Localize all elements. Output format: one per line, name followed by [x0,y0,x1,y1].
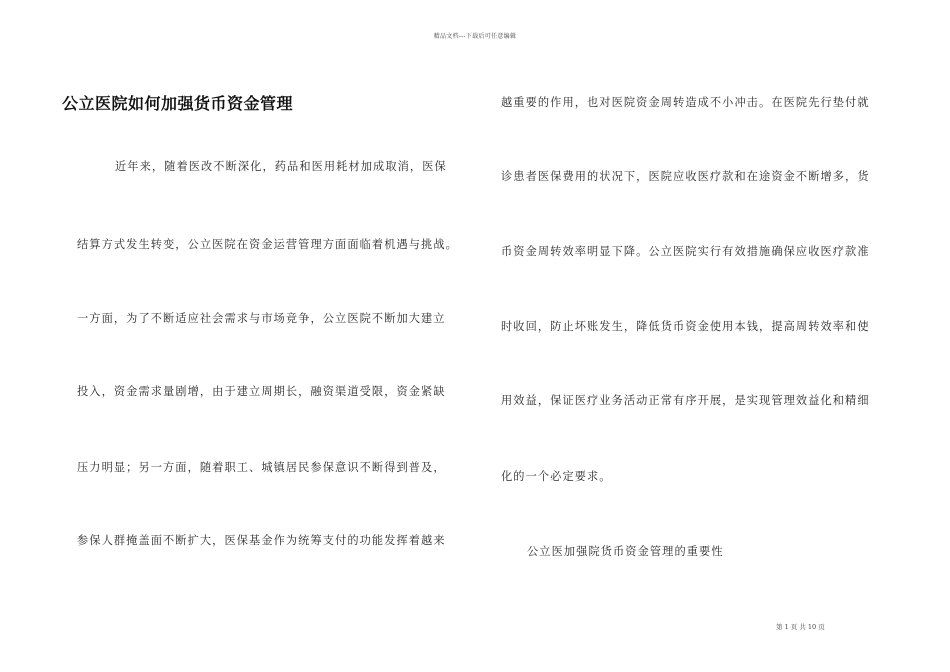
paragraph-line: 时收回，防止坏账发生，降低货币资金使用本钱，提高周转效率和使 [501,320,870,333]
paragraph-line: 一方面，为了不断适应社会需求与市场竞争，公立医院不断加大建立 [77,312,446,325]
paragraph-line: 越重要的作用，也对医院资金周转造成不小冲击。在医院先行垫付就 [501,96,870,109]
paragraph-line: 压力明显；另一方面，随着职工、城镇居民参保意识不断得到普及， [77,461,446,474]
paragraph-line: 用效益，保证医疗业务活动正常有序开展，是实现管理效益化和精细 [501,394,870,407]
paragraph-line: 币资金周转效率明显下降。公立医院实行有效措施确保应收医疗款准 [501,245,870,258]
page-header-note: 精品文档---下载后可任意编辑 [433,33,517,40]
paragraph-line: 结算方式发生转变，公立医院在资金运营管理方面面临着机遇与挑战。 [77,238,458,251]
paragraph-line: 化的一个必定要求。 [501,470,612,483]
page-number: 第 1 页 共 10 页 [776,623,825,631]
paragraph-line: 参保人群掩盖面不断扩大，医保基金作为统筹支付的功能发挥着越来 [77,534,446,547]
paragraph-line: 诊患者医保费用的状况下，医院应收医疗款和在途资金不断增多，货 [501,170,870,183]
section-subheading: 公立医加强院货币资金管理的重要性 [527,545,724,558]
paragraph-line: 投入，资金需求量剧增，由于建立周期长，融资渠道受限，资金紧缺 [77,385,446,398]
paragraph-line: 近年来，随着医改不断深化，药品和医用耗材加成取消，医保 [115,160,447,173]
document-title: 公立医院如何加强货币资金管理 [62,94,294,113]
